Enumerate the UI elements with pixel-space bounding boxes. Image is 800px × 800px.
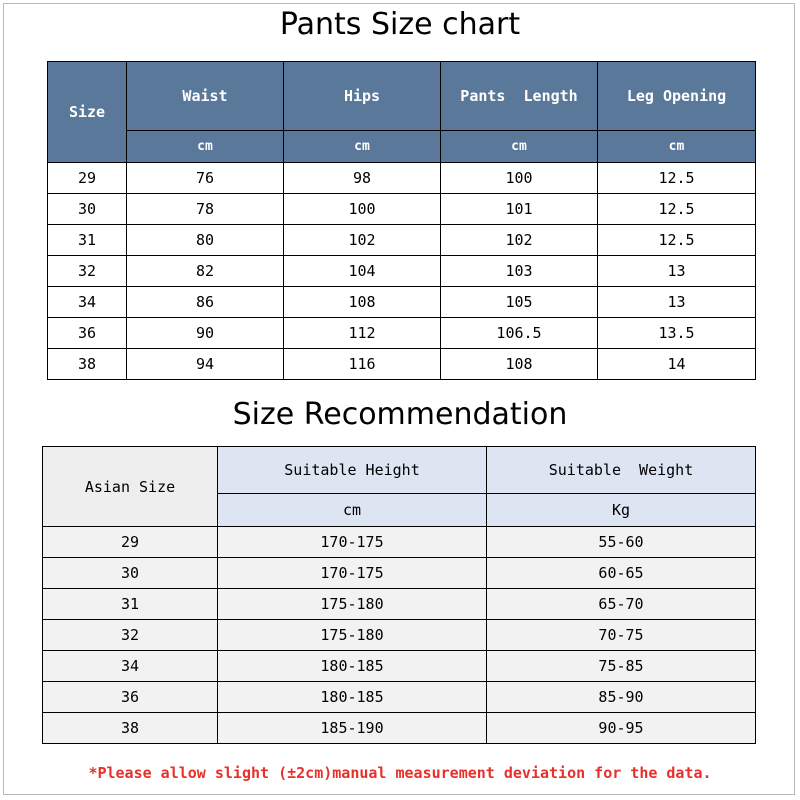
- cell-leg-opening: 13.5: [598, 318, 756, 349]
- header-suitable-weight: Suitable Weight: [487, 447, 756, 494]
- cell-size: 38: [48, 349, 127, 380]
- cell-waist: 86: [127, 287, 284, 318]
- cell-hips: 104: [284, 256, 441, 287]
- cell-pants-length: 103: [441, 256, 598, 287]
- cell-height: 170-175: [218, 558, 487, 589]
- header-asian-size: Asian Size: [43, 447, 218, 527]
- cell-height: 170-175: [218, 527, 487, 558]
- header-pants-length: Pants Length: [441, 62, 598, 131]
- cell-height: 180-185: [218, 651, 487, 682]
- cell-pants-length: 101: [441, 194, 598, 225]
- cell-size: 34: [48, 287, 127, 318]
- cell-weight: 70-75: [487, 620, 756, 651]
- unit-weight: Kg: [487, 494, 756, 527]
- cell-waist: 90: [127, 318, 284, 349]
- table-row: [43, 527, 756, 558]
- cell-leg-opening: 13: [598, 287, 756, 318]
- header-leg-opening: Leg Opening: [598, 62, 756, 131]
- header-hips: Hips: [284, 62, 441, 131]
- cell-weight: 75-85: [487, 651, 756, 682]
- unit-hips: cm: [284, 131, 441, 163]
- cell-leg-opening: 12.5: [598, 194, 756, 225]
- cell-weight: 60-65: [487, 558, 756, 589]
- header-suitable-height: Suitable Height: [218, 447, 487, 494]
- table-row: [48, 256, 756, 287]
- cell-hips: 102: [284, 225, 441, 256]
- unit-height: cm: [218, 494, 487, 527]
- cell-asian-size: 31: [43, 589, 218, 620]
- table-row: [48, 163, 756, 194]
- cell-leg-opening: 12.5: [598, 225, 756, 256]
- cell-pants-length: 108: [441, 349, 598, 380]
- cell-waist: 82: [127, 256, 284, 287]
- table-row: [43, 651, 756, 682]
- table-row: [43, 713, 756, 744]
- cell-waist: 94: [127, 349, 284, 380]
- cell-waist: 76: [127, 163, 284, 194]
- size-recommendation-title: Size Recommendation: [232, 397, 568, 432]
- cell-leg-opening: 14: [598, 349, 756, 380]
- cell-pants-length: 100: [441, 163, 598, 194]
- measurement-deviation-note: *Please allow slight (±2cm)manual measurement deviation for the data.: [88, 764, 712, 782]
- table-row: [48, 349, 756, 380]
- unit-waist: cm: [127, 131, 284, 163]
- table-row: [43, 620, 756, 651]
- cell-height: 180-185: [218, 682, 487, 713]
- cell-asian-size: 29: [43, 527, 218, 558]
- cell-hips: 108: [284, 287, 441, 318]
- cell-pants-length: 102: [441, 225, 598, 256]
- cell-asian-size: 36: [43, 682, 218, 713]
- cell-height: 175-180: [218, 589, 487, 620]
- cell-weight: 55-60: [487, 527, 756, 558]
- cell-leg-opening: 13: [598, 256, 756, 287]
- table-row: [43, 682, 756, 713]
- size-chart-title: Pants Size chart: [279, 7, 521, 42]
- cell-size: 29: [48, 163, 127, 194]
- header-size: Size: [48, 62, 127, 163]
- cell-height: 175-180: [218, 620, 487, 651]
- cell-waist: 80: [127, 225, 284, 256]
- table-row: [48, 225, 756, 256]
- cell-leg-opening: 12.5: [598, 163, 756, 194]
- cell-hips: 98: [284, 163, 441, 194]
- cell-asian-size: 32: [43, 620, 218, 651]
- cell-weight: 85-90: [487, 682, 756, 713]
- cell-size: 32: [48, 256, 127, 287]
- table-row: [43, 558, 756, 589]
- table-row: [48, 287, 756, 318]
- cell-hips: 116: [284, 349, 441, 380]
- cell-asian-size: 38: [43, 713, 218, 744]
- cell-pants-length: 106.5: [441, 318, 598, 349]
- cell-asian-size: 30: [43, 558, 218, 589]
- header-waist: Waist: [127, 62, 284, 131]
- cell-hips: 100: [284, 194, 441, 225]
- table-row: [48, 194, 756, 225]
- size-recommendation-table: [42, 446, 756, 744]
- cell-size: 31: [48, 225, 127, 256]
- cell-size: 36: [48, 318, 127, 349]
- table-row: [48, 318, 756, 349]
- cell-asian-size: 34: [43, 651, 218, 682]
- cell-hips: 112: [284, 318, 441, 349]
- size-chart-table: [47, 61, 756, 380]
- cell-weight: 90-95: [487, 713, 756, 744]
- unit-pants-length: cm: [441, 131, 598, 163]
- cell-pants-length: 105: [441, 287, 598, 318]
- cell-weight: 65-70: [487, 589, 756, 620]
- cell-height: 185-190: [218, 713, 487, 744]
- cell-waist: 78: [127, 194, 284, 225]
- cell-size: 30: [48, 194, 127, 225]
- unit-leg-opening: cm: [598, 131, 756, 163]
- table-row: [43, 589, 756, 620]
